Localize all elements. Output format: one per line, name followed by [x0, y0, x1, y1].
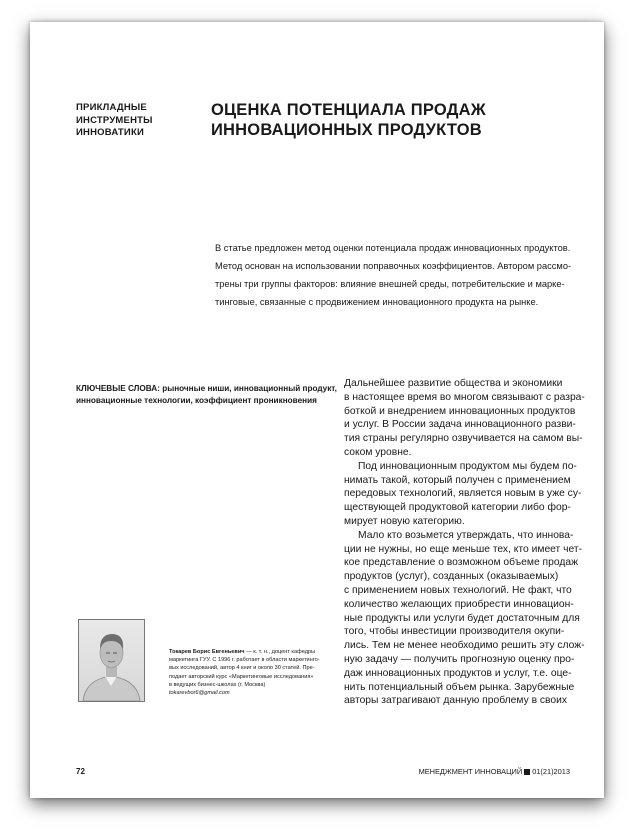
section-label	[76, 102, 186, 140]
body-line: количество желающих приобрести инновацион-	[344, 598, 574, 610]
body-line: кое представление о возможном объеме продаж	[344, 557, 578, 569]
body-line: передовых технологий, является новым в уже су-	[344, 488, 582, 500]
body-line: мирует новую категорию.	[344, 515, 465, 527]
author-bio-line: в ведущих бизнес-школах (г. Москва)	[169, 681, 266, 688]
author-name: Токарев Борис Евгеньевич	[169, 649, 245, 655]
body-line: соком уровне.	[344, 446, 412, 458]
abstract-line: В статье предложен метод оценки потенциала продаж инновационных продуктов.	[215, 243, 571, 253]
abstract-line: Метод основан на использовании поправочных коэффициентов. Автором рассмо-	[215, 261, 572, 271]
author-bio-line: подает авторский курс «Маркетинговые исследования»	[169, 673, 314, 680]
section-label-line: ИННОВАТИКИ	[76, 127, 144, 138]
article-body	[344, 377, 599, 708]
keywords-line: КЛЮЧЕВЫЕ СЛОВА: рыночные ниши, инновационный продукт,	[76, 384, 337, 393]
body-line: тия страны регулярно озвучивается на самом вы-	[344, 433, 583, 445]
body-line: ществующей продуктовой категории либо фор-	[344, 502, 571, 514]
body-line: авторы затрагивают данную проблему в своих	[344, 695, 568, 707]
article-title	[211, 100, 591, 140]
body-line: нимать такой, который получен с применением	[344, 474, 571, 486]
page-number: 72	[76, 767, 85, 776]
abstract-line: тинговые, связанные с продвижением инновационного продукта на рынке.	[215, 297, 539, 307]
author-photo	[78, 619, 145, 702]
article-title-line: ИННОВАЦИОННЫХ ПРОДУКТОВ	[211, 121, 482, 139]
keywords	[76, 383, 336, 406]
abstract	[215, 239, 590, 311]
body-line: того, чтобы инвестиции производителя окупи-	[344, 626, 565, 638]
body-line: даж инновационных продуктов и услуг, т.е. оце-	[344, 667, 572, 679]
body-line: в настоящее время во многом связывают с разра-	[344, 391, 585, 403]
author-bio-line: маркетинга ГУУ. С 1996 г. работает в области маркетинго-	[169, 657, 320, 664]
article-title-line: ОЦЕНКА ПОТЕНЦИАЛА ПРОДАЖ	[211, 101, 486, 119]
body-line: нить потенциальный объем рынка. Зарубежные	[344, 681, 575, 693]
journal-footer	[419, 767, 570, 776]
body-line: с применением новых технологий. Не факт, что	[344, 584, 572, 596]
body-line: Мало кто возьмется утверждать, что иннова-	[358, 529, 574, 541]
body-line: ные продукты или услуги будет достаточным для	[344, 612, 580, 624]
body-line: Под инновационным продуктом мы будем по-	[358, 460, 577, 472]
body-line: лись. Тем не менее необходимо решить эту слож-	[344, 640, 585, 652]
author-bio-line: вых исследований, автор 4 книг и около 30 статей. Пре-	[169, 665, 315, 672]
keywords-line: инновационные технологии, коэффициент проникновения	[76, 395, 317, 405]
body-line: ции не нужны, но еще меньше тех, кто имеет чет-	[344, 543, 583, 555]
author-bio	[169, 648, 341, 697]
body-line: ную задачу — получить прогнозную оценку про-	[344, 653, 575, 665]
body-line: боткой и внедрением инновационных продуктов	[344, 405, 576, 417]
square-icon	[524, 769, 530, 775]
journal-issue: 01(21)2013	[532, 767, 570, 776]
section-label-line: ПРИКЛАДНЫЕ	[76, 102, 147, 113]
author-bio-line	[169, 648, 341, 656]
body-line: и услуг. В России задача инновационного разви-	[344, 419, 576, 431]
author-email: tokarevbor6@gmail.com	[169, 690, 230, 697]
author-portrait-icon	[79, 620, 144, 701]
section-label-line: ИНСТРУМЕНТЫ	[76, 114, 153, 126]
author-bio-text: — к. т. н., доцент кафедры	[244, 649, 316, 655]
body-line: продуктов (услуг), созданных (оказываемых)	[344, 571, 559, 583]
body-line: Дальнейшее развитие общества и экономики	[344, 378, 563, 389]
journal-name: МЕНЕДЖМЕНТ ИННОВАЦИЙ	[418, 767, 523, 776]
abstract-line: трены три группы факторов: влияние внешней среды, потребительские и марке-	[215, 279, 565, 289]
journal-page	[30, 22, 604, 798]
